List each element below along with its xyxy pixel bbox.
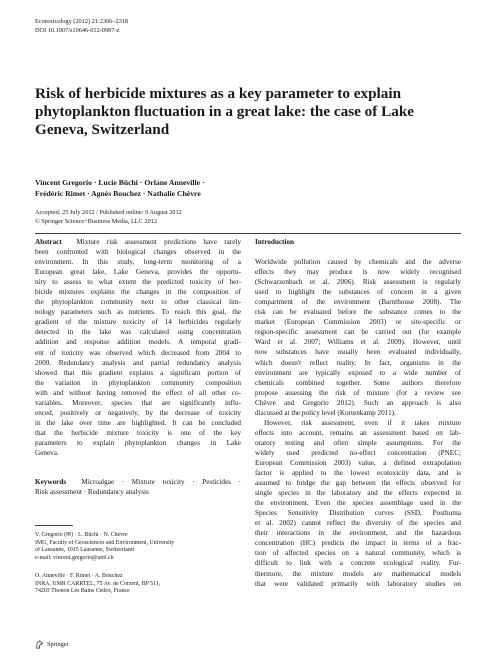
- journal-citation: Ecotoxicology (2012) 21:2306–2318: [35, 18, 129, 25]
- intro-line: tion of affected species on a natural community, which is: [255, 549, 461, 558]
- intro-line: chemicals combined together. Some authors therefore: [255, 378, 461, 387]
- affiliation-line: V. Gregorio (✉) · L. Büchi · N. Chèvre: [35, 532, 128, 538]
- affiliation-line: IMG, Faculty of Geosciences and Environment, University: [35, 539, 175, 546]
- page-footer: [35, 640, 69, 649]
- copyright: © Springer Science+Business Media, LLC 2012: [35, 218, 158, 225]
- email-line[interactable]: e-mail: vincent.gregorio@unil.ch: [35, 555, 114, 562]
- intro-line: environment are typically exposed to a wide number of: [255, 368, 461, 377]
- author-list: [35, 177, 435, 199]
- abstract: [35, 237, 241, 458]
- intro-line: compartment of the environment (Barnthouse 2008). The: [255, 298, 461, 307]
- intro-line: difficult to link with a concrete ecological reality. Fur-: [255, 559, 461, 568]
- intro-line: et al. 2002) cannot reflect the diversity of the species and: [255, 519, 461, 528]
- intro-line: widely used predicted no-effect concentration (PNEC;: [255, 448, 461, 457]
- intro-line: propose assessing the risk of mixture (for a review see: [255, 388, 461, 397]
- abstract-line: Abstract Mixture risk assessment predictions have rarely: [35, 238, 241, 246]
- affiliation-line: of Lausanne, 1015 Lausanne, Switzerland: [35, 547, 134, 554]
- abstract-line: variables. Moreover, species that are significantly influ-: [35, 398, 241, 407]
- abstract-line: addition and response addition models. A temporal gradi-: [35, 338, 241, 347]
- abstract-line: nology parameters such as nutrients. To reach this goal, the: [35, 308, 241, 317]
- abstract-line: gradient of the mixture toxicity of 14 herbicides regularly: [35, 318, 241, 327]
- intro-line: used to highlight the substances of concern in a given: [255, 288, 461, 297]
- abstract-line: showed that this gradient explains a significant portion of: [35, 368, 241, 377]
- intro-line: that were validated primarily with laboratory studies on: [255, 579, 461, 588]
- accepted-date: Accepted: 25 July 2012 / Published online: 9 August 2012: [35, 209, 182, 216]
- intro-line: now substances have usually been evaluated individually,: [255, 348, 461, 357]
- section-heading: Introduction: [255, 238, 295, 246]
- intro-line: region-specific assessment can be carried out (for example: [255, 328, 461, 337]
- footnote-divider: [35, 525, 73, 526]
- paper-title: [35, 85, 455, 139]
- header-divider: [35, 233, 461, 234]
- abstract-line: in the lake over time are highlighted. It can be concluded: [35, 418, 241, 427]
- intro-line: Ward et al. 2007; Williams et al. 2009). However, until: [255, 338, 461, 347]
- abstract-line: ent of toxicity was observed which decreased from 2004 to: [35, 348, 241, 357]
- intro-line: assumed to bridge the gap between the effects observed for: [255, 479, 461, 488]
- abstract-line: the variation in phytoplankton community composition: [35, 378, 241, 387]
- springer-horse-icon: [35, 640, 44, 649]
- abstract-line: environment. In this study, long-term monitoring of a: [35, 258, 241, 267]
- abstract-line: bicide mixtures explains the changes in the composition of: [35, 288, 241, 297]
- intro-line: European Commission 2003) value, a defined extrapolation: [255, 458, 461, 467]
- intro-line: effects into account, remains an assessment based on lab-: [255, 428, 461, 437]
- title-line: Risk of herbicide mixtures as a key parameter to explain: [35, 85, 402, 102]
- intro-line: discussed at the policy level (Kortenkamp 2011).: [255, 408, 396, 417]
- intro-line: risk can be evaluated before the substance comes to the: [255, 308, 461, 317]
- title-line: phytoplankton fluctuation in a great lake: the case of Lake: [35, 103, 415, 120]
- abstract-line: with and without having removed the effect of all other co-: [35, 388, 241, 397]
- publisher-name: Springer: [47, 641, 69, 648]
- keywords-line: Risk assessment · Redundancy analysis: [35, 488, 149, 497]
- intro-line: the environment. Even the species assemblage used in the: [255, 499, 461, 508]
- keywords: [35, 477, 241, 497]
- publication-dates: [35, 208, 182, 226]
- journal-header: [35, 17, 128, 35]
- intro-line: thermore, the mixture models are mathematical models: [255, 569, 461, 578]
- intro-line: their interactions in the environment, and the hazardous: [255, 529, 461, 538]
- abstract-line: nity to assess to what extent the predicted toxicity of her-: [35, 278, 241, 287]
- introduction: [255, 237, 461, 589]
- intro-line: However, risk assessment, even if it takes mixture: [264, 418, 461, 427]
- abstract-line: 2009. Redundancy analysis and partial redundancy analysis: [35, 358, 241, 367]
- abstract-line: Geneva.: [35, 448, 59, 457]
- intro-line: oratory testing and often simple assumptions. For the: [255, 438, 461, 447]
- affiliation-block: [35, 573, 241, 596]
- title-line: Geneva, Switzerland: [35, 121, 170, 138]
- intro-line: effects they may produce is now widely recognised: [255, 268, 461, 277]
- intro-line: Chèvre and Gregorio 2012). Such an approach is also: [255, 398, 461, 407]
- abstract-line: been confronted with biological changes observed in the: [35, 248, 241, 257]
- keywords-label: Keywords: [35, 478, 67, 486]
- abstract-line: detected in the lake was calculated using concentration: [35, 328, 241, 337]
- abstract-line: that the herbicide mixture toxicity is one of the key: [35, 428, 241, 437]
- intro-line: which doesn't reflect reality. In fact, organisms in the: [255, 358, 461, 367]
- abstract-line: parameters to explain phytoplankton changes in Lake: [35, 438, 241, 447]
- abstract-line: enced, positively or negatively, by the decrease of toxicity: [35, 408, 241, 417]
- author-line: Vincent Gregorio · Lucie Büchi · Orlane Anneville ·: [35, 178, 205, 187]
- intro-line: (Schwarzenbach et al. 2006). Risk assessment is regularly: [255, 278, 461, 287]
- abstract-line: the phytoplankton community next to other classical lim-: [35, 298, 241, 307]
- affiliation-block: [35, 532, 241, 563]
- keywords-line: Keywords Microalgae · Mixture toxicity · Pesticides ·: [35, 478, 241, 486]
- affiliation-line: 74203 Thonon Les Bains Cedex, France: [35, 588, 130, 595]
- affiliation-line: INRA, UMR CARRTEL, 75 Av. de Corzent, BP 511,: [35, 580, 161, 587]
- intro-line: Worldwide pollution caused by chemicals and the adverse: [255, 258, 461, 267]
- intro-line: market (European Commission 2003) or site-specific or: [255, 318, 461, 327]
- intro-line: factor is applied to the lowest ecotoxicity data, and is: [255, 469, 461, 478]
- author-line: Frédéric Rimet · Agnès Bouchez · Nathalie Chèvre: [35, 189, 201, 198]
- spacer: [255, 247, 461, 257]
- intro-line: concentration (HC) predicts the impact in terms of a frac-: [255, 539, 461, 548]
- intro-line: single species in the laboratory and the effects expected in: [255, 489, 461, 498]
- doi[interactable]: DOI 10.1007/s10646-012-0987-z: [35, 27, 120, 34]
- intro-line: Species Sensitivity Distribution curves (SSD, Posthuma: [255, 509, 461, 518]
- affiliation-line: O. Anneville · F. Rimet · A. Bouchez: [35, 573, 123, 579]
- abstract-line: European great lake, Lake Geneva, provides the opportu-: [35, 268, 241, 277]
- abstract-label: Abstract: [35, 238, 62, 246]
